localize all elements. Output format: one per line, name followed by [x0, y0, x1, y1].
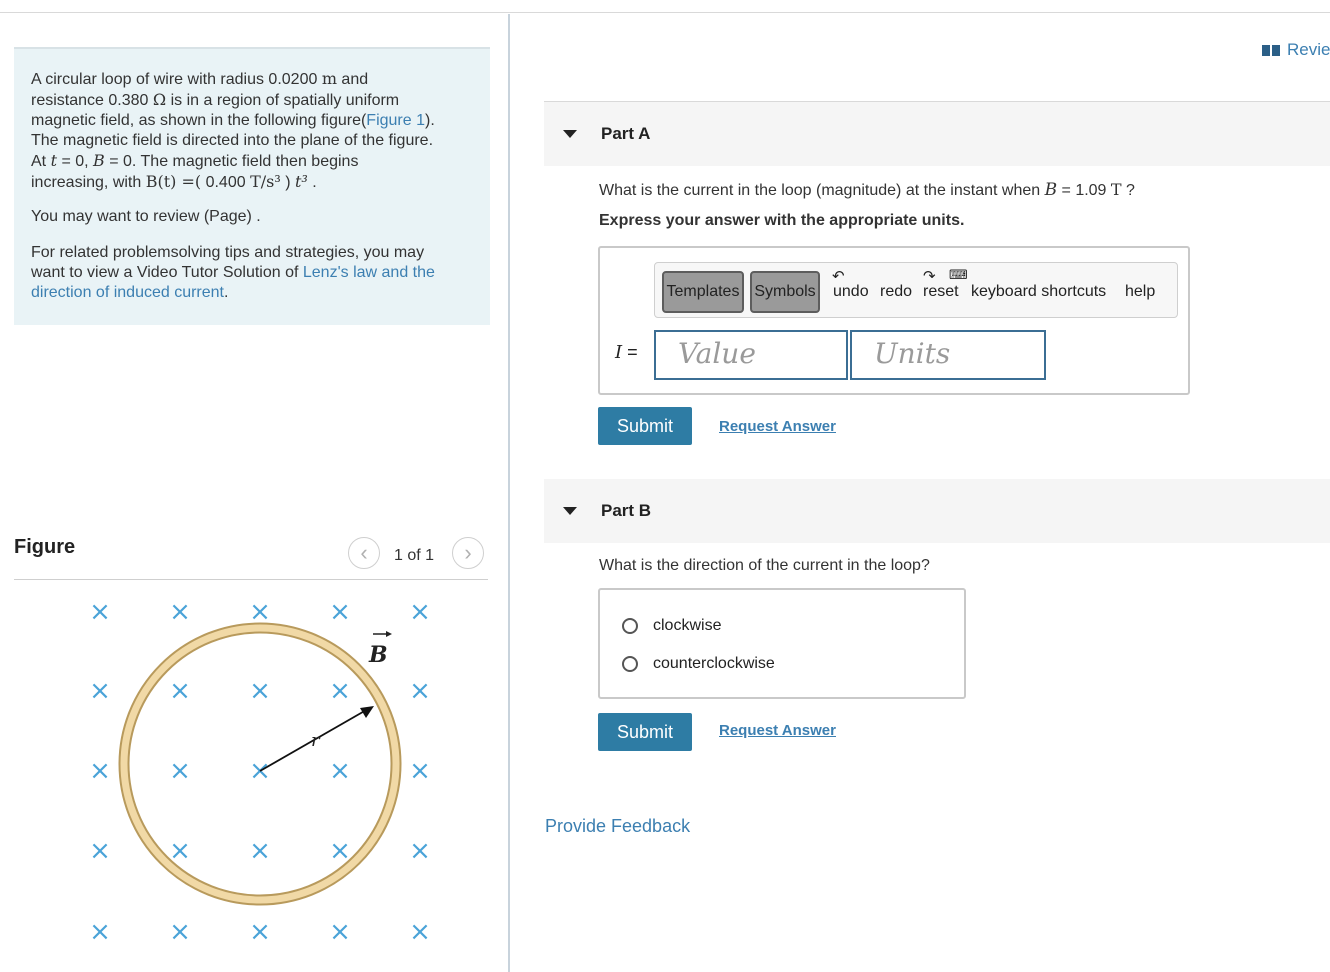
problem-line: resistance 0.380 Ω is in a region of spatially uniform [31, 90, 400, 109]
problem-line: magnetic field, as shown in the following figure(Figure 1). [31, 112, 435, 129]
field-x-marker: × [169, 917, 191, 947]
problem-line: The magnetic field is directed into the plane of the figure. [31, 132, 434, 149]
units-input[interactable]: Units [850, 330, 1046, 380]
field-x-marker: × [329, 597, 351, 627]
collapse-triangle-icon [563, 507, 577, 515]
field-x-marker: × [409, 836, 431, 866]
video-tutor-link[interactable]: Lenz's law and the [302, 264, 435, 281]
field-x-marker: × [169, 836, 191, 866]
templates-button[interactable]: Templates [662, 271, 744, 313]
redo-button[interactable]: redo [880, 283, 913, 300]
undo-button[interactable]: undo [833, 283, 869, 300]
figure-divider [14, 579, 488, 580]
b-field-label: B [369, 642, 388, 668]
math-toolbar [654, 262, 1178, 318]
keyboard-icon: ⌨ [949, 267, 968, 282]
field-x-marker: × [169, 756, 191, 786]
radio-icon[interactable] [622, 618, 638, 634]
field-x-marker: × [249, 917, 271, 947]
option-clockwise[interactable]: clockwise [622, 617, 721, 635]
part-a-request-answer-link[interactable]: Request Answer [719, 418, 836, 435]
variable-label: I = [615, 342, 638, 363]
field-x-marker: × [329, 917, 351, 947]
field-x-marker: × [409, 756, 431, 786]
part-a-submit-button[interactable]: Submit [598, 407, 692, 445]
answer-box [598, 246, 1190, 395]
part-a-header[interactable] [544, 102, 1330, 166]
b-vector-arrowhead [386, 631, 392, 637]
part-b-request-answer-link[interactable]: Request Answer [719, 722, 836, 739]
reset-button[interactable]: reset [923, 283, 959, 300]
problem-statement [14, 47, 490, 325]
book-icon [1262, 45, 1280, 56]
figure-counter: 1 of 1 [394, 547, 435, 564]
chevron-right-icon: › [464, 540, 472, 565]
field-x-marker: × [329, 756, 351, 786]
review-text: You may want to review (Page) . [31, 208, 261, 225]
option-counterclockwise[interactable]: counterclockwise [622, 655, 775, 673]
pane-divider[interactable] [508, 14, 510, 972]
provide-feedback-link[interactable]: Provide Feedback [545, 816, 691, 836]
field-x-marker: × [89, 917, 111, 947]
figure-next-button[interactable] [452, 537, 484, 569]
field-x-marker: × [249, 756, 271, 786]
symbols-button[interactable]: Symbols [750, 271, 820, 313]
field-x-marker: × [329, 676, 351, 706]
direction-choices [598, 588, 966, 699]
chevron-left-icon: ‹ [360, 540, 368, 565]
field-x-marker: × [409, 597, 431, 627]
figure-prev-button[interactable] [348, 537, 380, 569]
keyboard-shortcuts-button[interactable]: keyboard shortcuts [971, 283, 1107, 300]
part-a-question: What is the current in the loop (magnitude) at the instant when B = 1.09 T ? [599, 180, 1135, 200]
part-a-instruction: Express your answer with the appropriate units. [599, 212, 965, 229]
field-x-marker: × [89, 597, 111, 627]
tips-line: For related problemsolving tips and strategies, you may [31, 244, 425, 261]
field-x-marker: × [169, 597, 191, 627]
figure-link[interactable]: Figure 1 [366, 112, 425, 129]
part-b-submit-button[interactable]: Submit [598, 713, 692, 751]
redo-icon: ↷ [923, 268, 936, 285]
part-b-question: What is the direction of the current in the loop? [599, 557, 930, 574]
problem-line: At t = 0, B = 0. The magnetic field then begins [31, 151, 359, 170]
part-b-title: Part B [601, 501, 652, 520]
top-divider [0, 12, 1330, 13]
figure-title: Figure [14, 536, 76, 558]
radio-icon[interactable] [622, 656, 638, 672]
collapse-triangle-icon [563, 130, 577, 138]
undo-icon: ↶ [832, 268, 845, 285]
video-tutor-link-cont[interactable]: direction of induced current [31, 284, 224, 301]
field-x-marker: × [89, 676, 111, 706]
field-x-marker: × [249, 597, 271, 627]
radius-label: r [311, 730, 320, 751]
review-link[interactable]: Revie [1262, 40, 1330, 60]
help-button[interactable]: help [1125, 283, 1156, 300]
problem-line: increasing, with B(t) =( 0.400 T/s³ ) t³ . [31, 172, 317, 191]
problem-line: A circular loop of wire with radius 0.0200 m and [31, 69, 369, 88]
field-x-marker: × [409, 917, 431, 947]
part-b-header[interactable] [544, 479, 1330, 543]
field-x-marker: × [89, 756, 111, 786]
field-x-marker: × [329, 836, 351, 866]
field-x-marker: × [249, 676, 271, 706]
field-x-marker: × [169, 676, 191, 706]
field-x-marker: × [249, 836, 271, 866]
tips-line: want to view a Video Tutor Solution of Lenz's law and the [31, 264, 435, 281]
tips-line: direction of induced current. [31, 284, 229, 301]
part-a-title: Part A [601, 124, 651, 143]
field-x-marker: × [89, 836, 111, 866]
magnetic-field-figure [70, 590, 490, 970]
value-input[interactable]: Value [654, 330, 848, 380]
field-x-marker: × [409, 676, 431, 706]
